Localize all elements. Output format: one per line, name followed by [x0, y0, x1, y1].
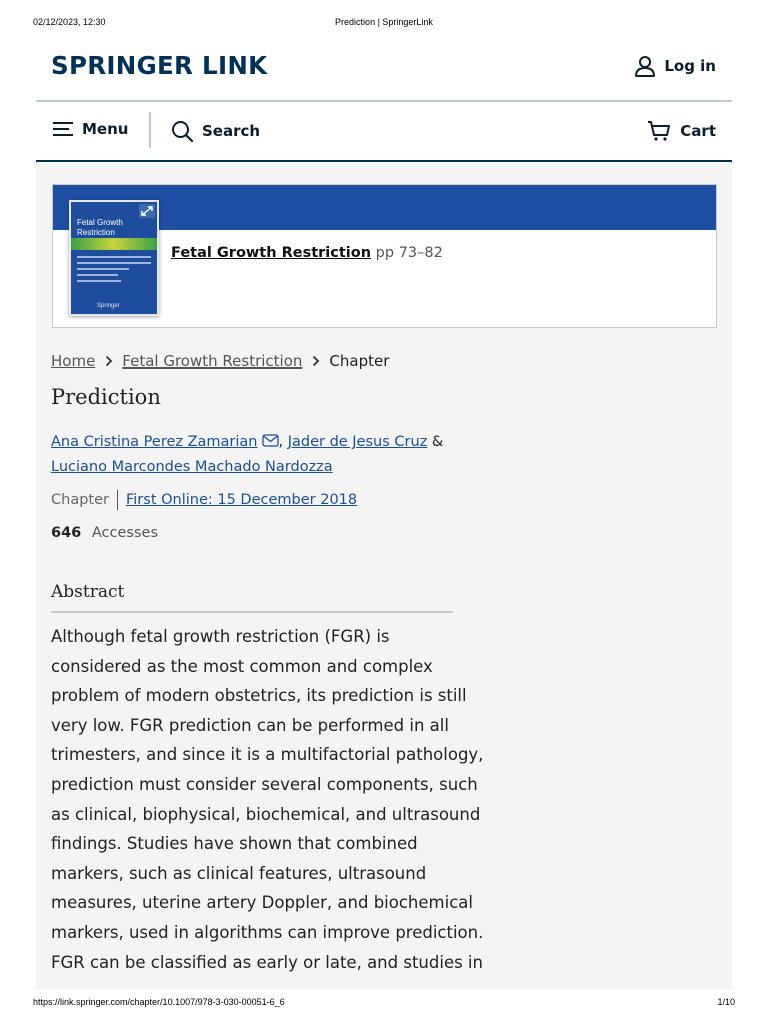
- breadcrumb-book[interactable]: Fetal Growth Restriction: [122, 352, 303, 370]
- cover-stripe: [71, 238, 157, 250]
- cover-text-lines: [77, 256, 151, 286]
- nav-divider: [149, 112, 151, 148]
- chapter-meta: [51, 490, 357, 510]
- menu-button[interactable]: [53, 120, 128, 138]
- author-conjunction: &: [431, 434, 444, 450]
- abstract-heading: Abstract: [51, 582, 453, 613]
- abstract-line: markers, used in algorithms can improve prediction.: [51, 922, 484, 942]
- book-title-link[interactable]: Fetal Growth Restriction: [171, 245, 372, 261]
- abstract-line: markers, such as clinical features, ultrasound: [51, 863, 427, 883]
- abstract-text: [51, 622, 484, 977]
- email-icon[interactable]: [262, 434, 279, 447]
- menu-label: Menu: [82, 120, 129, 138]
- book-cover-image[interactable]: [69, 200, 159, 316]
- print-page-number: 1/10: [717, 997, 735, 1007]
- author-link[interactable]: Jader de Jesus Cruz: [287, 434, 428, 450]
- expand-icon[interactable]: [139, 204, 155, 218]
- search-button[interactable]: [171, 120, 260, 142]
- first-online-link[interactable]: First Online: 15 December 2018: [125, 492, 358, 508]
- cart-icon: [647, 120, 671, 142]
- search-icon: [171, 120, 193, 142]
- abstract-line: FGR can be classified as early or late, and studies in: [51, 952, 483, 972]
- author-separator: ,: [278, 434, 284, 450]
- cover-title: Fetal Growth Restriction: [77, 218, 123, 237]
- page-title: Prediction: [51, 385, 161, 409]
- book-info: [171, 245, 443, 261]
- breadcrumb: [51, 352, 389, 370]
- site-header: [36, 34, 732, 102]
- abstract-line: prediction must consider several components, such: [51, 774, 478, 794]
- print-datetime: 02/12/2023, 12:30: [33, 17, 106, 27]
- search-label: Search: [202, 122, 261, 140]
- cover-publisher: Springer: [97, 303, 120, 309]
- user-icon: [634, 55, 656, 77]
- print-url: https://link.springer.com/chapter/10.1007/978-3-030-00051-6_6: [33, 997, 285, 1007]
- page-content: [36, 34, 732, 990]
- meta-divider: [117, 490, 118, 510]
- abstract-line: findings. Studies have shown that combined: [51, 834, 418, 854]
- abstract-line: considered as the most common and complex: [51, 656, 433, 676]
- abstract-line: as clinical, biophysical, biochemical, and ultrasound: [51, 804, 481, 824]
- access-metric: [51, 525, 158, 541]
- abstract-line: very low. FGR prediction can be performed in all: [51, 715, 449, 735]
- chevron-right-icon: [105, 355, 113, 367]
- abstract-line: Although fetal growth restriction (FGR) is: [51, 627, 390, 646]
- abstract-line: problem of modern obstetrics, its prediction is still: [51, 686, 467, 706]
- content-type: Chapter: [51, 492, 109, 508]
- abstract-line: measures, uterine artery Doppler, and biochemical: [51, 893, 473, 913]
- login-label: Log in: [664, 57, 716, 75]
- book-card: [52, 184, 717, 328]
- print-tab-title: Prediction | SpringerLink: [335, 17, 433, 27]
- nav-bar: [36, 102, 732, 162]
- accesses-label: Accesses: [91, 525, 159, 541]
- breadcrumb-current: Chapter: [329, 352, 390, 370]
- cart-label: Cart: [680, 122, 716, 140]
- author-link[interactable]: Luciano Marcondes Machado Nardozza: [51, 459, 333, 475]
- author-link[interactable]: Ana Cristina Perez Zamarian: [51, 434, 258, 450]
- breadcrumb-home[interactable]: Home: [51, 352, 96, 370]
- login-button[interactable]: [634, 55, 716, 77]
- abstract-line: trimesters, and since it is a multifactorial pathology,: [51, 745, 484, 765]
- book-pages: pp 73–82: [375, 245, 443, 261]
- accesses-count: 646: [51, 525, 82, 541]
- cart-button[interactable]: [647, 120, 716, 142]
- springer-link-logo[interactable]: SPRINGER LINK: [51, 51, 268, 80]
- author-list: [51, 430, 471, 480]
- hamburger-icon: [53, 121, 73, 137]
- chevron-right-icon: [312, 355, 320, 367]
